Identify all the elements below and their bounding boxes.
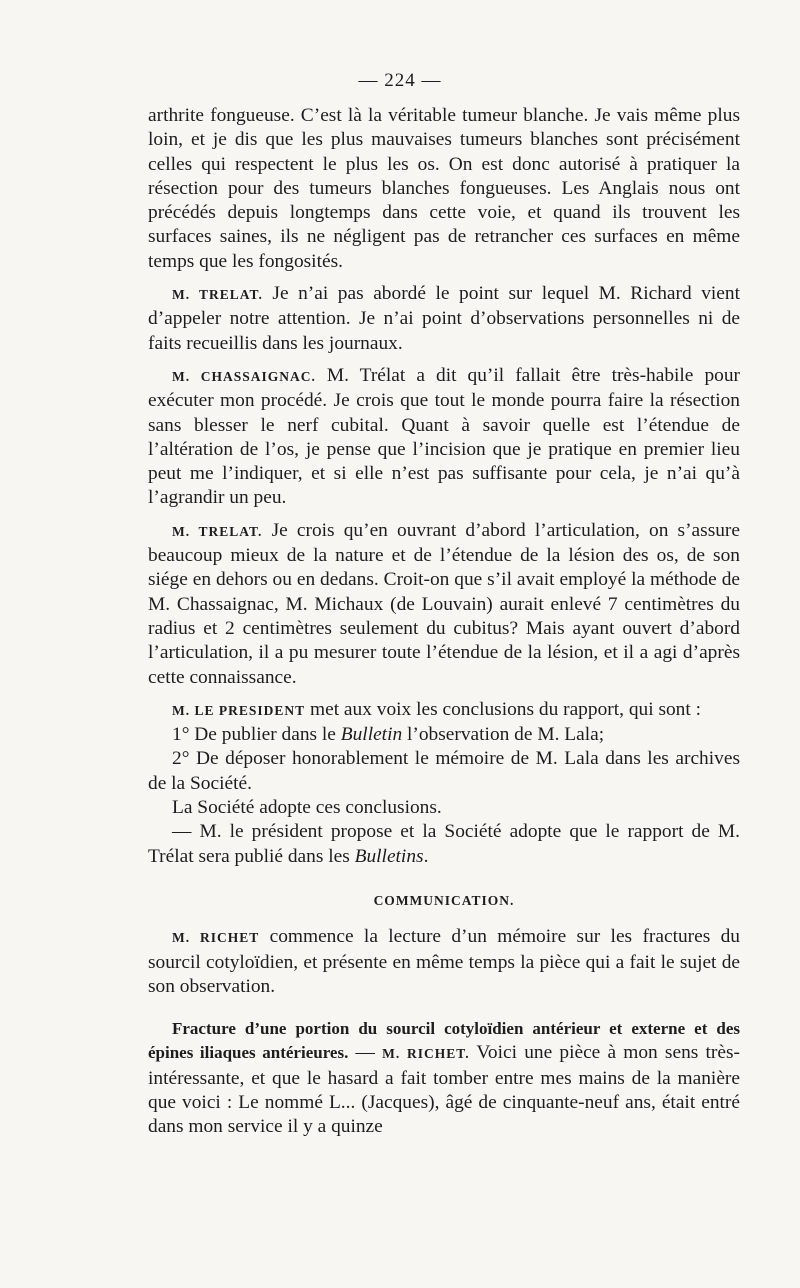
paragraph-text: Je crois qu’en ouvrant d’abord l’articulation, on s’assure beaucoup mieux de la nature et de l’étendue de la lésion des os, de son siége en dehors ou en dedans. Croit-on que s’il avait employé la méthode de M. Chassaignac, M. Michaux (de Louvain) aurait enlevé 7 centimètres du radius et 2 centimètres seulement du cubitus? Mais ayant ouvert d’abord l’articulation, il a pu mesurer toute l’étendue de la lésion, et il a agi d’après cette connaissance. xyxy=(148,519,740,688)
paragraph xyxy=(148,820,740,869)
bulletin-title: Bulletin xyxy=(340,724,403,746)
article-title: Fracture d’une portion du sourcil cotyloïdien antérieur et externe et des épines iliaques antérieures. xyxy=(148,1019,740,1063)
paragraph xyxy=(148,1017,740,1139)
paragraph xyxy=(148,925,740,999)
paragraph-text: commence la lecture d’un mémoire sur les fractures du sourcil cotyloïdien, et présente en même temps la pièce qui a fait le sujet de son observation. xyxy=(148,926,740,997)
list-item-text: 1° De publier dans le xyxy=(172,724,341,746)
speaker-name: M. RICHET. xyxy=(382,1046,470,1062)
paragraph xyxy=(148,519,740,690)
speaker-name: M. TRELAT. xyxy=(172,287,263,303)
paragraph-text: M. Trélat a dit qu’il fallait être très-habile pour exécuter mon procédé. Je crois que tout le monde pourra faire la résection sans blesser le nerf cubital. Quant à savoir quelle est l’étendue de l’altération de l’os, je pense que l’incision que je pratique en premier lieu peut me l’indiquer, et si elle n’est pas suffisante pour cela, je n’ai qu’à l’agrandir un peu. xyxy=(148,364,740,509)
list-item: 2° De déposer honorablement le mémoire de M. Lala dans les archives de la Société. xyxy=(148,748,740,794)
bulletins-title: Bulletins xyxy=(354,845,424,867)
separator: — xyxy=(348,1042,383,1064)
speaker-name: M. TRELAT. xyxy=(172,523,263,539)
list-item xyxy=(148,723,740,747)
speaker-name: M. LE PRESIDENT xyxy=(172,702,306,718)
paragraph-text: met aux voix les conclusions du rapport, qui sont : xyxy=(305,698,701,720)
paragraph-text: . xyxy=(423,845,429,867)
paragraph: arthrite fongueuse. C’est là la véritable tumeur blanche. Je vais même plus loin, et je dis que les plus mauvaises tumeurs blanches sont précisément celles qui respectent le plus les os. On est donc autorisé à pratiquer la résection pour des tumeurs blanches fongueuses. Les Anglais nous ont précédés depuis longtemps dans cette voie, et quand ils trouvent les surfaces saines, ils ne négligent pas de retrancher ces surfaces en même temps que les fongosités. xyxy=(148,105,740,272)
paragraph-text: Voici une pièce à mon sens très-intéressante, et que le hasard a fait tomber entre mes mains de la manière que voici : Le nommé L... (Jacques), âgé de cinquante-neuf ans, était entré dans mon service il y a quinze xyxy=(148,1042,740,1138)
paragraph xyxy=(148,698,740,723)
paragraph-text: — M. le président propose et la Société adopte que le rapport de M. Trélat sera publié dans les xyxy=(148,821,740,867)
page-body xyxy=(148,104,740,1140)
paragraph-text: Je n’ai pas abordé le point sur lequel M. Richard vient d’appeler notre attention. Je n’ai point d’observations personnelles ni de faits recueillis dans les journaux. xyxy=(148,283,740,354)
page-number: — 224 — xyxy=(358,70,442,91)
paragraph xyxy=(148,282,740,356)
section-heading: COMMUNICATION. xyxy=(373,892,515,908)
list-item-text: l’observation de M. Lala; xyxy=(402,724,605,746)
paragraph: La Société adopte ces conclusions. xyxy=(172,797,442,819)
paragraph xyxy=(148,364,740,511)
speaker-name: M. CHASSAIGNAC. xyxy=(172,368,316,384)
speaker-name: M. RICHET xyxy=(172,930,260,946)
